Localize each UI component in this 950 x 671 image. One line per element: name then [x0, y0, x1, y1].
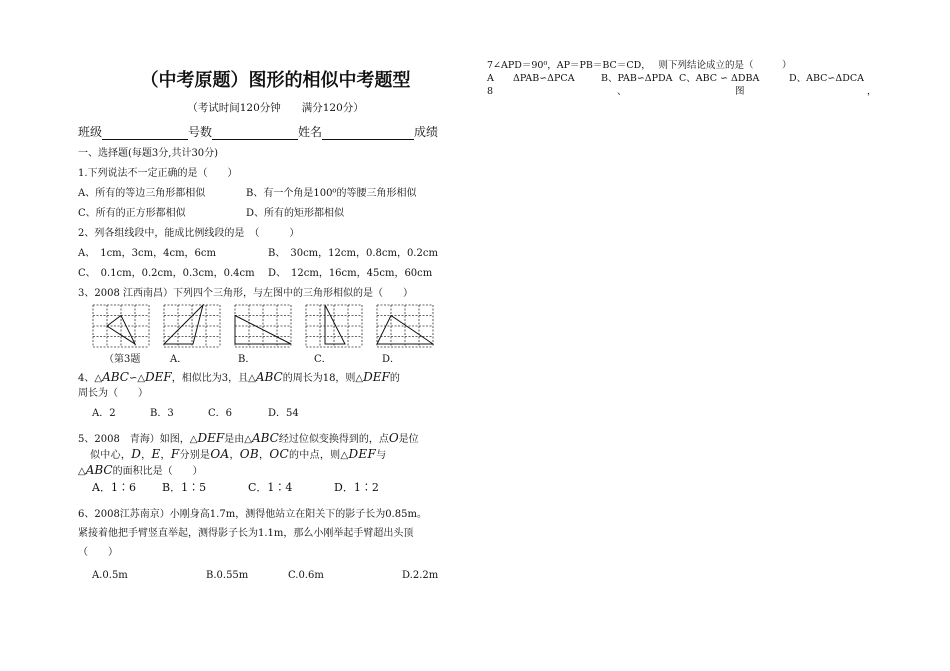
q7-line3-fig: 图: [735, 86, 745, 97]
q6-options: [78, 569, 473, 582]
q5-option-c[interactable]: C．1∶4: [248, 481, 293, 494]
q6-line2: 紧接着他把手臂竖直举起，测得影子长为1.1m，那么小刚举起手臂超出头顶: [78, 528, 414, 539]
q2-options-row2: [78, 267, 473, 280]
q4-option-d[interactable]: D．54: [268, 408, 299, 419]
q4-option-b[interactable]: B．3: [150, 408, 174, 419]
q7-option-a[interactable]: ΔPAB∽ΔPCA: [513, 73, 575, 84]
class-label: 班级: [78, 125, 103, 139]
q3-figure-c[interactable]: [305, 304, 363, 348]
q2-stem: 2、列各组线段中，能成比例线段的是 （ ）: [78, 228, 300, 239]
triangle-a: [164, 305, 203, 344]
q4-stem: 4、△ABC∽△DEF，相似比为3，且△ABC的周长为18，则△DEF的: [78, 370, 400, 384]
q3-label-c: C．: [314, 354, 332, 365]
q3-figure-a[interactable]: [163, 304, 221, 348]
q4-options: [78, 407, 473, 420]
q4-option-a[interactable]: A．2: [92, 408, 116, 419]
number-label: 号数: [188, 125, 213, 139]
q3-figure-d[interactable]: [376, 304, 434, 348]
score-label: 成绩: [414, 125, 439, 139]
page-title: （中考原题）图形的相似中考题型: [140, 70, 411, 91]
triangle-c: [325, 305, 345, 344]
q5-option-a[interactable]: A．1∶6: [92, 481, 136, 494]
q1-options-row2: [78, 207, 473, 220]
exam-subtitle: （考试时间120分钟 满分120分）: [187, 102, 364, 114]
q1-option-b[interactable]: B、有一个角是100⁰的等腰三角形相似: [246, 188, 417, 199]
right-column: [487, 60, 887, 99]
q7-option-c[interactable]: C、ABC ∽ ΔDBA: [679, 73, 760, 84]
q6-line3: （ ）: [78, 547, 118, 558]
q6-option-c[interactable]: C.0.6m: [288, 570, 324, 581]
q3-reference-figure: [92, 304, 150, 348]
q6-option-a[interactable]: A.0.5m: [92, 570, 128, 581]
q7-line3-sep: 、: [617, 86, 627, 97]
q4-option-c[interactable]: C．6: [208, 408, 233, 419]
q7-option-b[interactable]: B、PAB∽ΔPDA: [601, 73, 673, 84]
q2-option-b[interactable]: B、 30cm，12cm，0.8cm，0.2cm: [268, 248, 438, 259]
q3-figure-b[interactable]: [234, 304, 292, 348]
name-label: 姓名: [298, 125, 323, 139]
q1-options-row1: [78, 187, 473, 200]
q3-stem: 3、2008 江西南昌）下列四个三角形，与左图中的三角形相似的是（ ）: [78, 288, 413, 299]
q6-line1: 6、2008江苏南京）小刚身高1.7m，测得他站立在阳关下的影子长为0.85m。: [78, 509, 427, 520]
q2-option-d[interactable]: D、 12cm，16cm，45cm，60cm: [268, 268, 433, 279]
q1-option-d[interactable]: D、所有的矩形都相似: [246, 208, 345, 219]
student-info-row: [78, 123, 473, 140]
q7-option-a-letter[interactable]: A: [487, 73, 494, 84]
q3-label-b: B．: [238, 354, 256, 365]
q6-option-b[interactable]: B.0.55m: [206, 570, 249, 581]
section-heading: 一、选择题(每题3分,共计30分): [78, 148, 219, 159]
q1-stem: 1.下列说法不一定正确的是（ ）: [78, 168, 238, 179]
class-blank[interactable]: [102, 127, 188, 140]
q5-option-b[interactable]: B．1∶5: [162, 481, 207, 494]
q4-stem-cont: 周长为（ ）: [78, 388, 148, 399]
q5-stem-line2: 似中心，D，E，F分别是OA，OB，OC的中点，则△DEF与: [90, 447, 387, 461]
q3-label-a: A．: [170, 354, 188, 365]
q3-figures: [92, 304, 473, 348]
q7-line3-comma: ，: [867, 86, 877, 97]
q3-label-d: D．: [382, 354, 401, 365]
q7-option-d[interactable]: D、ABC∽ΔDCA: [789, 73, 864, 84]
q1-option-c[interactable]: C、所有的正方形都相似: [78, 208, 186, 219]
q7-options: [487, 73, 887, 84]
q1-option-a[interactable]: A、所有的等边三角形都相似: [78, 188, 206, 199]
q5-option-d[interactable]: D．1∶2: [334, 481, 379, 494]
q2-option-c[interactable]: C、 0.1cm，0.2cm，0.3cm，0.4cm: [78, 268, 255, 279]
q2-options-row1: [78, 247, 473, 260]
q5-options: [78, 481, 473, 494]
q7-line3: [487, 86, 887, 97]
q3-figure-labels: [78, 350, 473, 365]
name-blank[interactable]: [322, 127, 414, 140]
grid: [93, 305, 149, 347]
q2-option-a[interactable]: A、 1cm，3cm，4cm，6cm: [78, 248, 217, 259]
left-column: [78, 60, 473, 589]
q5-stem-line3: △ABC的面积比是（ ）: [78, 463, 203, 477]
q6-option-d[interactable]: D.2.2m: [402, 570, 439, 581]
q7-stem: 7∠APD＝90⁰，AP＝PB＝BC＝CD， 则下列结论成立的是（ ）: [487, 60, 792, 71]
q5-stem: 5、2008 青海）如图，△DEF是由△ABC经过位似变换得到的，点O是位: [78, 431, 419, 445]
q3-label-ref: （第3题: [104, 354, 141, 365]
number-blank[interactable]: [212, 127, 298, 140]
q7-line3-num: 8: [487, 86, 494, 97]
